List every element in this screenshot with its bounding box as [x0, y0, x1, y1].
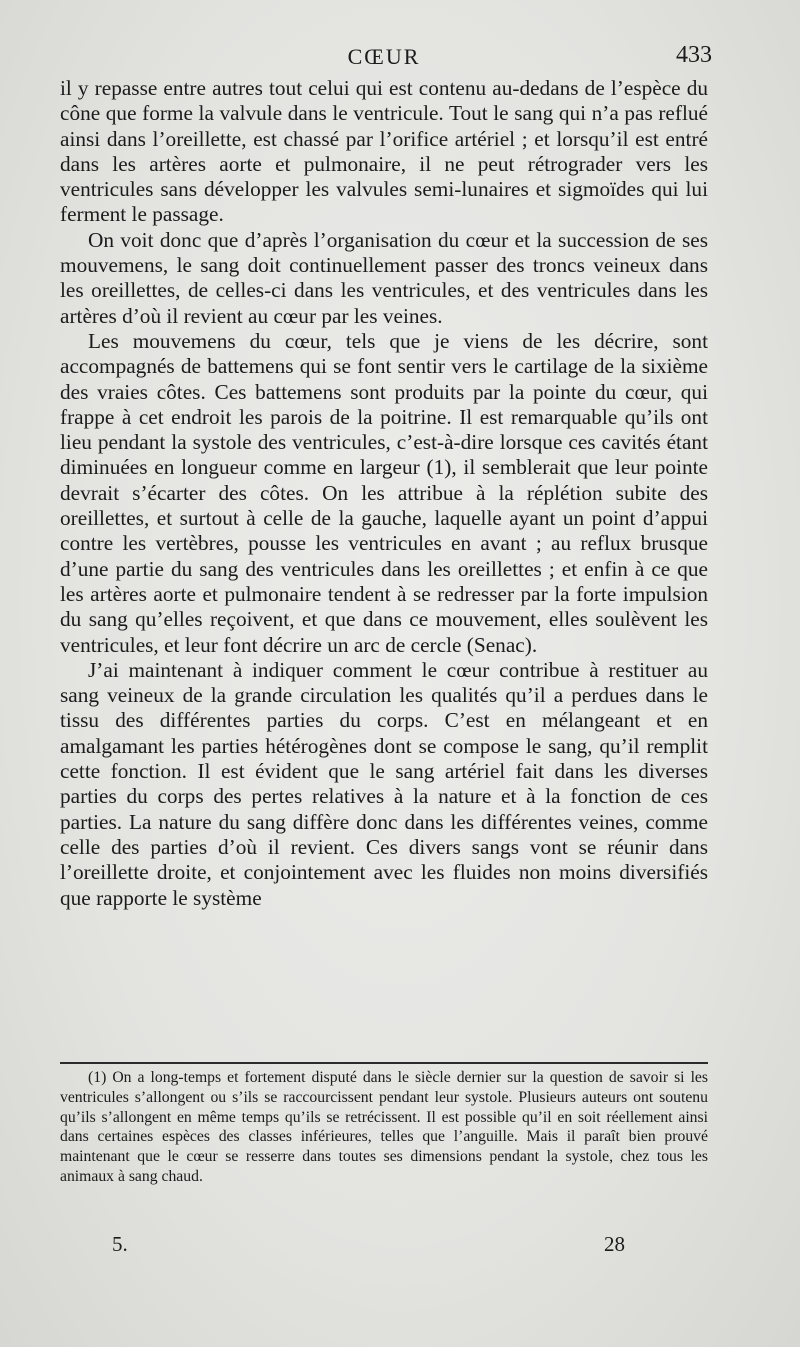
gathering-number: 28	[604, 1232, 625, 1256]
running-head: CŒUR	[347, 44, 421, 69]
page-number: 433	[676, 42, 712, 68]
paragraph: J’ai maintenant à indiquer comment le cœur contribue à restituer au sang veineux de la grande circulation les qualités qu’il a perdues dans le tissu des différentes parties du corps. C’est en mélangeant et en amalgamant les parties hétérogènes dont se compose le sang, qu’il remplit cette fonction. Il est évident que le sang artériel fait dans les diverses parties du corps des pertes relatives à la nature et à la fonction de ces parties. La nature du sang diffère donc dans les différentes veines, comme celle des parties d’où il revient. Ces divers sangs vont se réunir dans l’oreillette droite, et conjointement avec les fluides non moins diversifiés que rapporte le système	[60, 657, 708, 910]
main-text	[60, 76, 708, 911]
footnote-text: (1) On a long-temps et fortement disputé dans le siècle dernier sur la question de savoir si les ventricules s’allongent ou s’ils se raccourcissent pendant leur systole. Plusieurs auteurs ont soutenu qu’ils s’allongent en même temps qu’ils se retrécissent. Il est possible qu’il en soit réellement ainsi dans certaines espèces des classes inférieures, telles que l’anguille. Mais il paraît bien prouvé maintenant que le cœur se resserre dans toutes ses dimensions pendant la systole, chez tous les animaux à sang chaud.	[60, 1069, 708, 1185]
footnote-separator	[60, 1062, 708, 1064]
paragraph: On voit donc que d’après l’organisation du cœur et la succession de ses mouvemens, le sang doit continuellement passer des troncs veineux dans les oreillettes, de celles-ci dans les ventricules, et des ventricules dans les artères d’où il revient au cœur par les veines.	[60, 227, 708, 328]
paragraph: Les mouvemens du cœur, tels que je viens de les décrire, sont accompagnés de battemens qui se font sentir vers le cartilage de la sixième des vraies côtes. Ces battemens sont produits par la pointe du cœur, qui frappe à cet endroit les parois de la poitrine. Il est remarquable qu’ils ont lieu pendant la systole des ventricules, c’est-à-dire lorsque ces cavités étant diminuées en longueur comme en largeur (1), il semblerait que leur pointe devrait s’écarter des côtes. On les attribue à la réplétion subite des oreillettes, et surtout à celle de la gauche, laquelle ayant un point d’appui contre les vertèbres, pousse les ventricules en avant ; au reflux brusque d’une partie du sang des ventricules dans les oreillettes ; et enfin à ce que les artères aorte et pulmonaire tendent à se redresser par la forte impulsion du sang qu’elles reçoivent, et que dans ce mouvement, elles soulèvent les ventricules, et leur font décrire un arc de cercle (Senac).	[60, 328, 708, 657]
footnote	[60, 1068, 708, 1187]
paragraph: il y repasse entre autres tout celui qui est contenu au-dedans de l’espèce du cône que forme la valvule dans le ventricule. Tout le sang qui n’a pas reflué ainsi dans l’oreillette, est chassé par l’orifice artériel ; et lorsqu’il est entré dans les artères aorte et pulmonaire, il ne peut rétrograder vers les ventricules sans développer les valvules semi-lunaires et sigmoïdes qui lui ferment le passage.	[60, 76, 708, 227]
page-header	[60, 42, 712, 74]
signature-mark: 5.	[112, 1232, 128, 1256]
